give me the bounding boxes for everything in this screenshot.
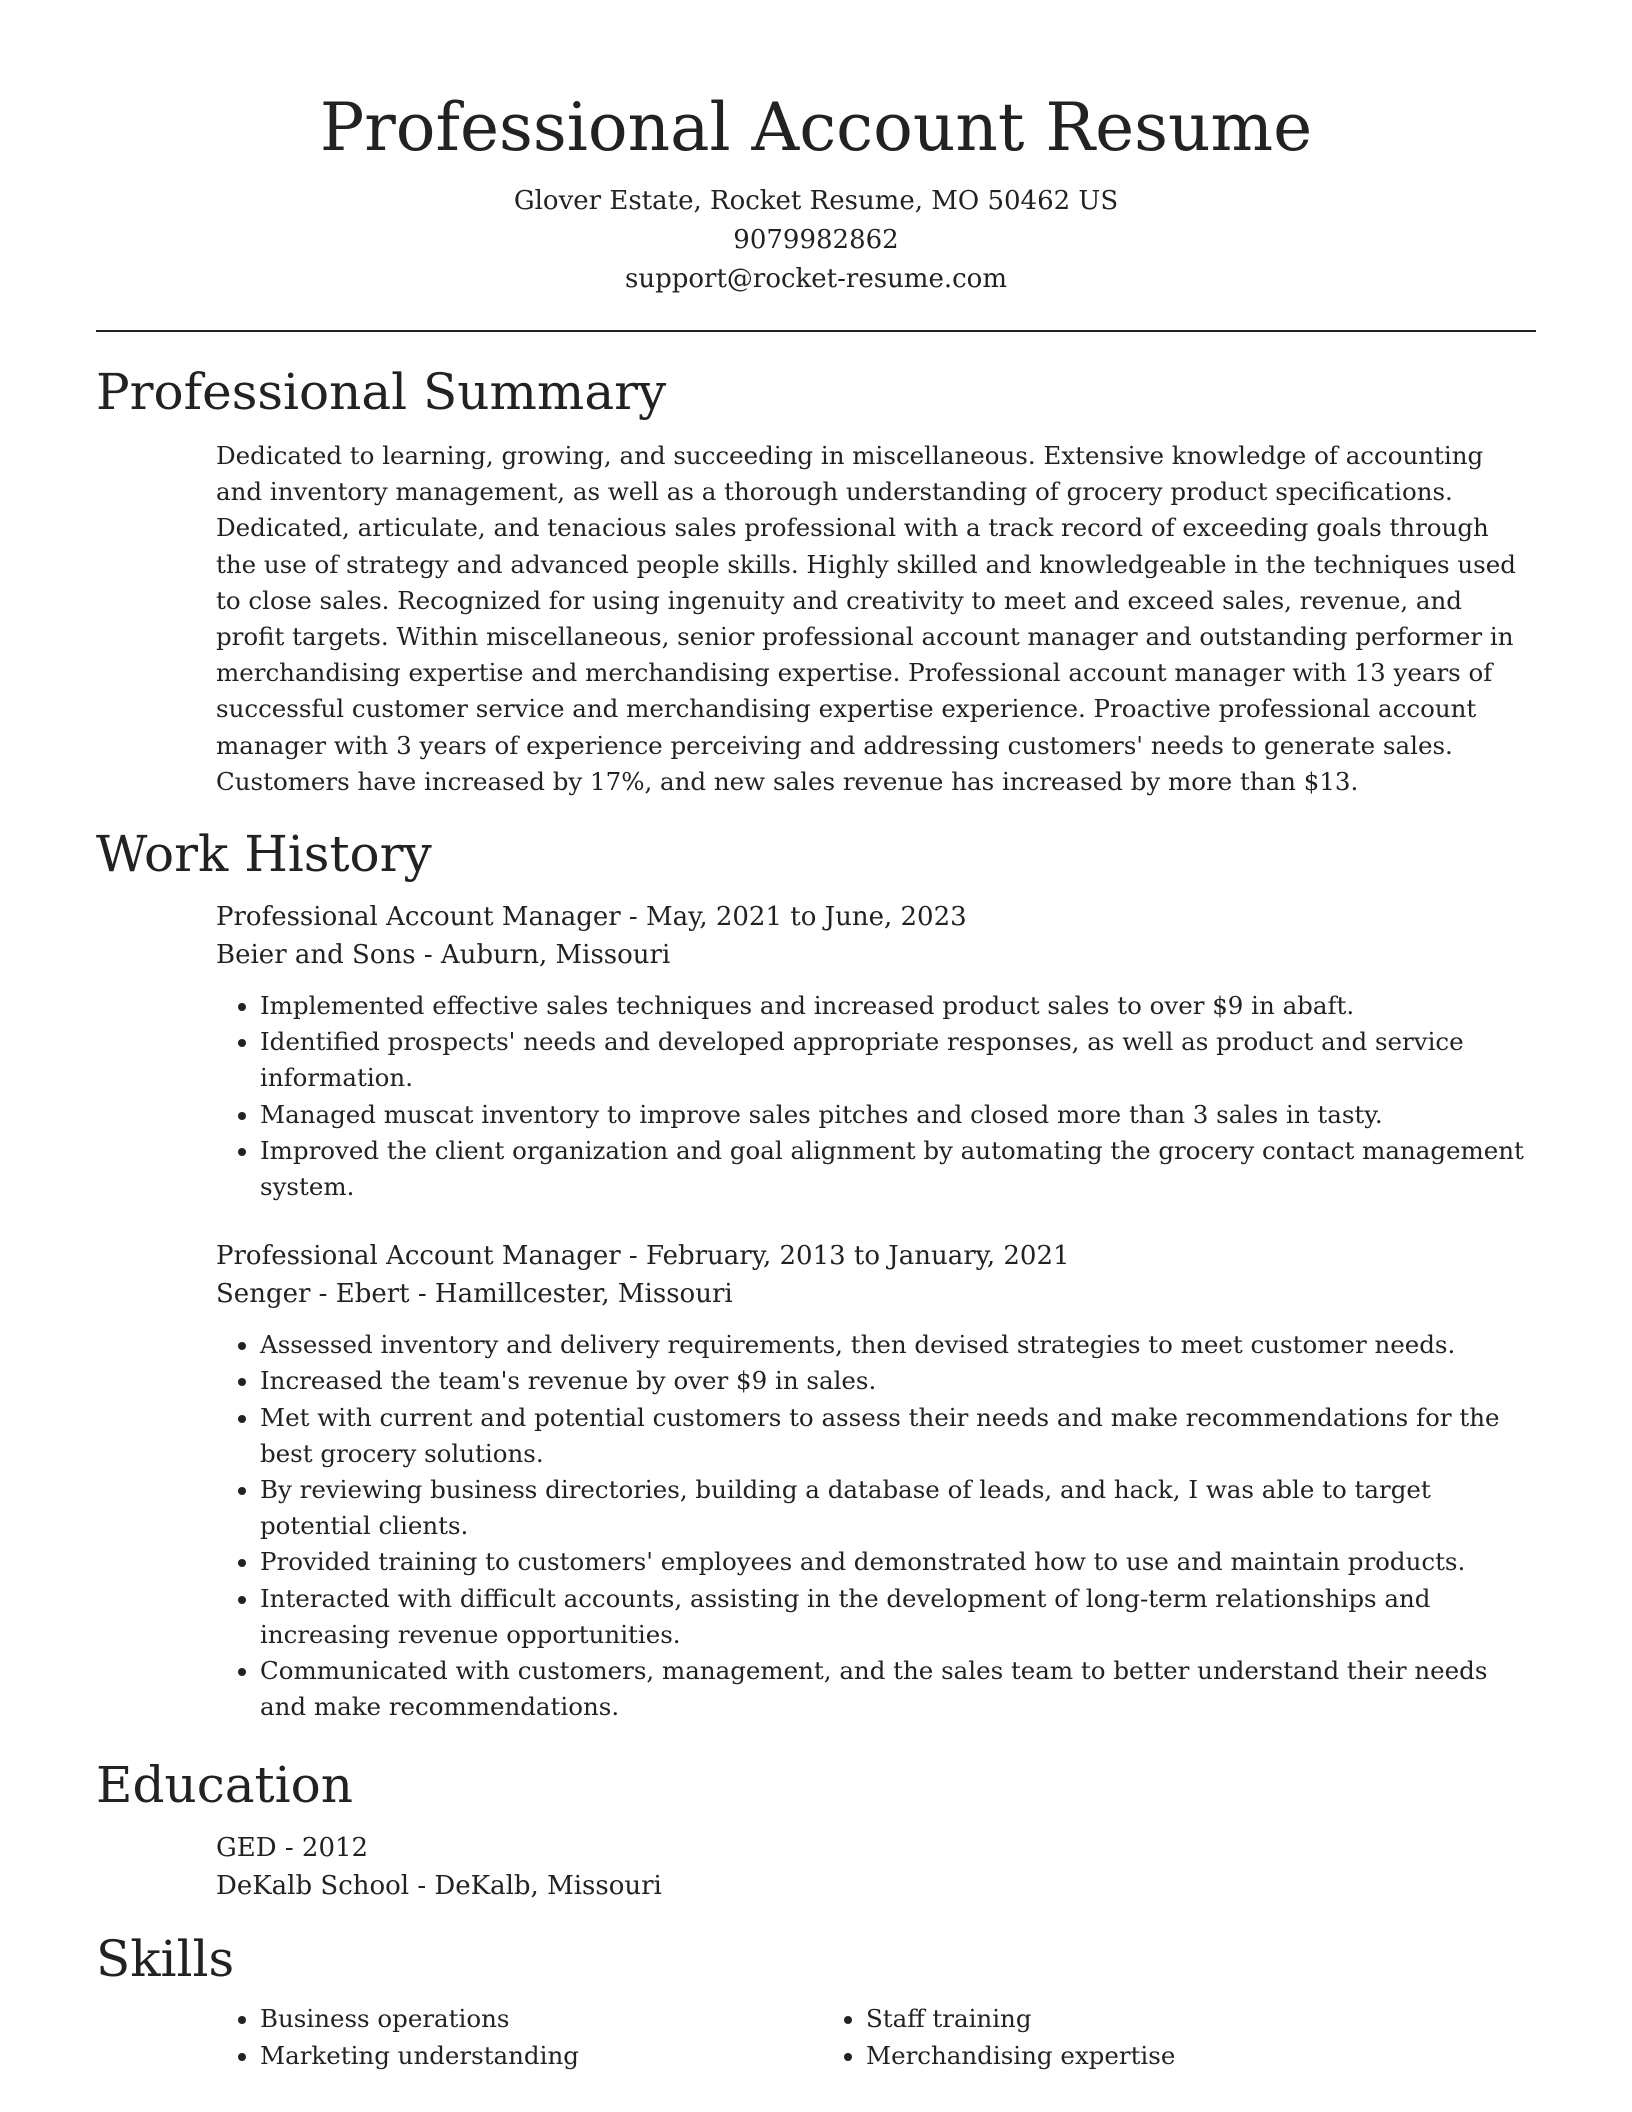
education-section xyxy=(96,1753,1536,1905)
skill-item: • Business operations xyxy=(260,2001,822,2037)
job-bullet: • Communicated with customers, management, and the sales team to better understand their needs and make recommendations. xyxy=(260,1653,1536,1725)
job-title: Professional Account Manager - May, 2021 to June, 2023 xyxy=(216,902,967,933)
job-bullets xyxy=(216,1327,1536,1725)
header-divider xyxy=(96,330,1536,332)
education-heading: Education xyxy=(96,1756,353,1815)
skills-section xyxy=(96,1927,1536,2073)
resume-page xyxy=(96,0,1536,2074)
resume-name: Professional Account Resume xyxy=(319,89,1313,166)
work-history-section xyxy=(96,822,1536,1725)
education-entry xyxy=(216,1829,1536,1905)
contact-email: support@rocket-resume.com xyxy=(624,264,1007,294)
skills-columns xyxy=(216,2001,1536,2073)
skill-item: • Staff training xyxy=(866,2001,1428,2037)
contact-address: Glover Estate, Rocket Resume, MO 50462 US xyxy=(513,186,1119,216)
job-entry xyxy=(216,1237,1536,1725)
job-bullet: • Identified prospects' needs and developed appropriate responses, as well as product and service information. xyxy=(260,1024,1536,1096)
job-title: Professional Account Manager - February, 2013 to January, 2021 xyxy=(216,1241,1070,1272)
job-bullet: • Interacted with difficult accounts, assisting in the development of long-term relationships and increasing revenue opportunities. xyxy=(260,1581,1536,1653)
job-bullet: • Managed muscat inventory to improve sales pitches and closed more than 3 sales in tasty. xyxy=(260,1097,1536,1133)
job-bullet: • Increased the team's revenue by over $9 in sales. xyxy=(260,1363,1536,1399)
skills-list-left xyxy=(216,2001,822,2073)
job-bullet: • Implemented effective sales techniques and increased product sales to over $9 in abaft. xyxy=(260,988,1536,1024)
summary-heading: Professional Summary xyxy=(96,363,667,421)
work-history-heading: Work History xyxy=(96,825,432,884)
summary-text: Dedicated to learning, growing, and succeeding in miscellaneous. Extensive knowledge of accounting and inventory management, as well as a thorough understanding of grocery product specifications. Dedicated, articulate, and tenacious sales professional with a track record of exceeding goals through the use of strategy and advanced people skills. Highly skilled and knowledgeable in the techniques used to close sales. Recognized for using ingenuity and creativity to meet and exceed sales, revenue, and profit targets. Within miscellaneous, senior professional account manager and outstanding performer in merchandising expertise and merchandising expertise. Professional account manager with 13 years of successful customer service and merchandising expertise experience. Proactive professional account manager with 3 years of experience perceiving and addressing customers' needs to generate sales. Customers have increased by 17%, and new sales revenue has increased by more than $13. xyxy=(216,441,1516,796)
summary-section xyxy=(96,360,1536,800)
education-school: DeKalb School - DeKalb, Missouri xyxy=(216,1871,662,1902)
job-bullet: • Met with current and potential customers to assess their needs and make recommendations for the best grocery solutions. xyxy=(260,1400,1536,1472)
skill-item: • Marketing understanding xyxy=(260,2038,822,2074)
skills-list-right xyxy=(822,2001,1428,2073)
skills-heading: Skills xyxy=(96,1930,235,1989)
job-bullet: • Provided training to customers' employees and demonstrated how to use and maintain products. xyxy=(260,1544,1536,1580)
job-bullet: • Improved the client organization and goal alignment by automating the grocery contact management system. xyxy=(260,1133,1536,1205)
contact-phone: 9079982862 xyxy=(733,225,899,255)
skill-item: • Merchandising expertise xyxy=(866,2038,1428,2074)
contact-info xyxy=(96,182,1536,299)
job-entry xyxy=(216,898,1536,1205)
job-bullets xyxy=(216,988,1536,1205)
education-degree: GED - 2012 xyxy=(216,1833,369,1864)
job-company: Beier and Sons - Auburn, Missouri xyxy=(216,940,671,971)
job-company: Senger - Ebert - Hamillcester, Missouri xyxy=(216,1279,733,1310)
job-bullet: • By reviewing business directories, building a database of leads, and hack, I was able to target potential clients. xyxy=(260,1472,1536,1544)
resume-header xyxy=(96,0,1536,299)
job-bullet: • Assessed inventory and delivery requirements, then devised strategies to meet customer needs. xyxy=(260,1327,1536,1363)
